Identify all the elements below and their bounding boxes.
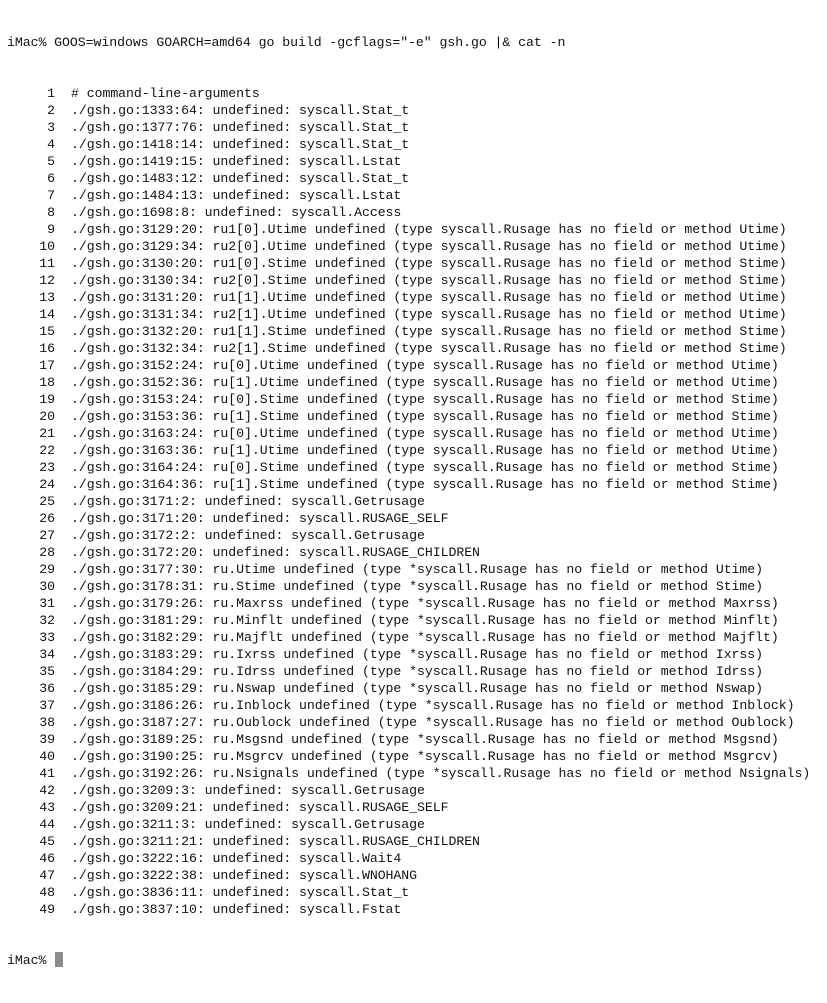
output-text: ./gsh.go:3132:34: ru2[1].Stime undefined (type syscall.Rusage has no field or method Stime) (71, 341, 787, 356)
line-number: 21 (39, 426, 55, 441)
output-text: ./gsh.go:1484:13: undefined: syscall.Lstat (71, 188, 402, 203)
output-line (7, 85, 810, 102)
final-prompt-line[interactable] (7, 952, 810, 969)
output-line (7, 595, 810, 612)
line-number: 2 (47, 103, 55, 118)
output-line (7, 255, 810, 272)
line-number: 8 (47, 205, 55, 220)
line-number: 31 (39, 596, 55, 611)
output-text: ./gsh.go:1419:15: undefined: syscall.Lstat (71, 154, 402, 169)
line-number: 12 (39, 273, 55, 288)
output-line (7, 782, 810, 799)
output-line (7, 646, 810, 663)
output-line (7, 102, 810, 119)
output-line (7, 527, 810, 544)
output-text: ./gsh.go:3131:20: ru1[1].Utime undefined (type syscall.Rusage has no field or method Utime) (71, 290, 787, 305)
output-line (7, 476, 810, 493)
line-number: 45 (39, 834, 55, 849)
output-text: ./gsh.go:3152:36: ru[1].Utime undefined (type syscall.Rusage has no field or method Utime) (71, 375, 779, 390)
output-lines (7, 85, 810, 918)
output-line (7, 374, 810, 391)
output-line (7, 119, 810, 136)
output-text: ./gsh.go:3164:36: ru[1].Stime undefined (type syscall.Rusage has no field or method Stime) (71, 477, 779, 492)
line-number: 17 (39, 358, 55, 373)
output-text: ./gsh.go:3185:29: ru.Nswap undefined (type *syscall.Rusage has no field or method Nswap) (71, 681, 764, 696)
output-text: ./gsh.go:3153:36: ru[1].Stime undefined (type syscall.Rusage has no field or method Stime) (71, 409, 779, 424)
output-text: ./gsh.go:3163:24: ru[0].Utime undefined (type syscall.Rusage has no field or method Utime) (71, 426, 779, 441)
line-number: 3 (47, 120, 55, 135)
line-number: 7 (47, 188, 55, 203)
line-number: 13 (39, 290, 55, 305)
line-number: 30 (39, 579, 55, 594)
output-line (7, 425, 810, 442)
output-line (7, 153, 810, 170)
line-number: 25 (39, 494, 55, 509)
output-line (7, 731, 810, 748)
output-text: ./gsh.go:3171:2: undefined: syscall.Getrusage (71, 494, 425, 509)
output-text: ./gsh.go:1698:8: undefined: syscall.Access (71, 205, 402, 220)
output-line (7, 408, 810, 425)
output-line (7, 799, 810, 816)
output-text: ./gsh.go:3153:24: ru[0].Stime undefined (type syscall.Rusage has no field or method Stime) (71, 392, 779, 407)
line-number: 46 (39, 851, 55, 866)
output-text: ./gsh.go:3171:20: undefined: syscall.RUSAGE_SELF (71, 511, 449, 526)
output-line (7, 136, 810, 153)
line-number: 36 (39, 681, 55, 696)
output-text: ./gsh.go:3182:29: ru.Majflt undefined (type *syscall.Rusage has no field or method Majflt) (71, 630, 779, 645)
output-line (7, 612, 810, 629)
output-line (7, 442, 810, 459)
output-text: ./gsh.go:3837:10: undefined: syscall.Fstat (71, 902, 402, 917)
output-text: ./gsh.go:3190:25: ru.Msgrcv undefined (type *syscall.Rusage has no field or method Msgrcv) (71, 749, 779, 764)
line-number: 42 (39, 783, 55, 798)
output-text: ./gsh.go:3187:27: ru.Oublock undefined (type *syscall.Rusage has no field or method Oublock) (71, 715, 795, 730)
output-line (7, 221, 810, 238)
line-number: 37 (39, 698, 55, 713)
line-number: 10 (39, 239, 55, 254)
output-line (7, 272, 810, 289)
output-text: ./gsh.go:3164:24: ru[0].Stime undefined (type syscall.Rusage has no field or method Stime) (71, 460, 779, 475)
line-number: 9 (47, 222, 55, 237)
line-number: 26 (39, 511, 55, 526)
line-number: 44 (39, 817, 55, 832)
line-number: 47 (39, 868, 55, 883)
line-number: 22 (39, 443, 55, 458)
line-number: 48 (39, 885, 55, 900)
output-text: ./gsh.go:3130:20: ru1[0].Stime undefined (type syscall.Rusage has no field or method Stime) (71, 256, 787, 271)
output-line (7, 884, 810, 901)
output-line (7, 867, 810, 884)
line-number: 20 (39, 409, 55, 424)
output-line (7, 629, 810, 646)
output-text: ./gsh.go:3181:29: ru.Minflt undefined (type *syscall.Rusage has no field or method Minflt) (71, 613, 779, 628)
output-line (7, 323, 810, 340)
output-text: ./gsh.go:3178:31: ru.Stime undefined (type *syscall.Rusage has no field or method Stime) (71, 579, 764, 594)
output-text: ./gsh.go:3172:2: undefined: syscall.Getrusage (71, 528, 425, 543)
output-line (7, 238, 810, 255)
line-number: 39 (39, 732, 55, 747)
line-number: 32 (39, 613, 55, 628)
output-line (7, 663, 810, 680)
output-line (7, 459, 810, 476)
output-line (7, 391, 810, 408)
output-line (7, 544, 810, 561)
text-cursor (55, 952, 63, 967)
line-number: 16 (39, 341, 55, 356)
output-line (7, 680, 810, 697)
output-text: ./gsh.go:3211:21: undefined: syscall.RUSAGE_CHILDREN (71, 834, 480, 849)
output-text: ./gsh.go:3211:3: undefined: syscall.Getrusage (71, 817, 425, 832)
output-text: ./gsh.go:3131:34: ru2[1].Utime undefined (type syscall.Rusage has no field or method Utime) (71, 307, 787, 322)
line-number: 34 (39, 647, 55, 662)
output-text: ./gsh.go:3184:29: ru.Idrss undefined (type *syscall.Rusage has no field or method Idrss) (71, 664, 764, 679)
output-text: ./gsh.go:3130:34: ru2[0].Stime undefined (type syscall.Rusage has no field or method Stime) (71, 273, 787, 288)
line-number: 40 (39, 749, 55, 764)
output-text: ./gsh.go:3129:20: ru1[0].Utime undefined (type syscall.Rusage has no field or method Utime) (71, 222, 787, 237)
output-line (7, 510, 810, 527)
output-line (7, 901, 810, 918)
line-number: 18 (39, 375, 55, 390)
output-text: ./gsh.go:3222:16: undefined: syscall.Wait4 (71, 851, 402, 866)
line-number: 38 (39, 715, 55, 730)
line-number: 43 (39, 800, 55, 815)
output-line (7, 357, 810, 374)
output-text: # command-line-arguments (71, 86, 260, 101)
line-number: 29 (39, 562, 55, 577)
output-line (7, 340, 810, 357)
output-text: ./gsh.go:1418:14: undefined: syscall.Stat_t (71, 137, 410, 152)
output-text: ./gsh.go:3132:20: ru1[1].Stime undefined (type syscall.Rusage has no field or method Stime) (71, 324, 787, 339)
line-number: 6 (47, 171, 55, 186)
line-number: 35 (39, 664, 55, 679)
output-text: ./gsh.go:3209:21: undefined: syscall.RUSAGE_SELF (71, 800, 449, 815)
output-line (7, 850, 810, 867)
line-number: 15 (39, 324, 55, 339)
output-line (7, 170, 810, 187)
line-number: 11 (39, 256, 55, 271)
output-text: ./gsh.go:1483:12: undefined: syscall.Stat_t (71, 171, 410, 186)
output-line (7, 748, 810, 765)
output-line (7, 306, 810, 323)
output-text: ./gsh.go:3189:25: ru.Msgsnd undefined (type *syscall.Rusage has no field or method Msgsnd) (71, 732, 779, 747)
output-line (7, 493, 810, 510)
output-text: ./gsh.go:3222:38: undefined: syscall.WNOHANG (71, 868, 418, 883)
output-text: ./gsh.go:3152:24: ru[0].Utime undefined (type syscall.Rusage has no field or method Utime) (71, 358, 779, 373)
output-text: ./gsh.go:3209:3: undefined: syscall.Getrusage (71, 783, 425, 798)
terminal-output (7, 0, 810, 1003)
output-line (7, 187, 810, 204)
line-number: 41 (39, 766, 55, 781)
output-text: ./gsh.go:1333:64: undefined: syscall.Stat_t (71, 103, 410, 118)
line-number: 4 (47, 137, 55, 152)
output-text: ./gsh.go:3179:26: ru.Maxrss undefined (type *syscall.Rusage has no field or method Maxrss) (71, 596, 779, 611)
output-line (7, 714, 810, 731)
output-line (7, 697, 810, 714)
output-text: ./gsh.go:3183:29: ru.Ixrss undefined (type *syscall.Rusage has no field or method Ixrss) (71, 647, 764, 662)
line-number: 27 (39, 528, 55, 543)
output-line (7, 816, 810, 833)
output-text: ./gsh.go:3163:36: ru[1].Utime undefined (type syscall.Rusage has no field or method Utime) (71, 443, 779, 458)
line-number: 24 (39, 477, 55, 492)
line-number: 49 (39, 902, 55, 917)
output-line (7, 204, 810, 221)
output-text: ./gsh.go:3129:34: ru2[0].Utime undefined (type syscall.Rusage has no field or method Utime) (71, 239, 787, 254)
output-text: ./gsh.go:3172:20: undefined: syscall.RUSAGE_CHILDREN (71, 545, 480, 560)
output-line (7, 578, 810, 595)
output-text: ./gsh.go:3836:11: undefined: syscall.Stat_t (71, 885, 410, 900)
line-number: 19 (39, 392, 55, 407)
line-number: 28 (39, 545, 55, 560)
command-line: iMac% GOOS=windows GOARCH=amd64 go build -gcflags="-e" gsh.go |& cat -n (7, 35, 566, 50)
line-number: 5 (47, 154, 55, 169)
output-text: ./gsh.go:3177:30: ru.Utime undefined (type *syscall.Rusage has no field or method Utime) (71, 562, 764, 577)
output-text: ./gsh.go:3192:26: ru.Nsignals undefined (type *syscall.Rusage has no field or method Nsignals) (71, 766, 811, 781)
output-line (7, 289, 810, 306)
line-number: 1 (47, 86, 55, 101)
output-text: ./gsh.go:3186:26: ru.Inblock undefined (type *syscall.Rusage has no field or method Inblock) (71, 698, 795, 713)
output-text: ./gsh.go:1377:76: undefined: syscall.Stat_t (71, 120, 410, 135)
line-number: 14 (39, 307, 55, 322)
output-line (7, 833, 810, 850)
output-line (7, 561, 810, 578)
final-prompt: iMac% (7, 953, 55, 968)
output-line (7, 765, 810, 782)
line-number: 33 (39, 630, 55, 645)
line-number: 23 (39, 460, 55, 475)
